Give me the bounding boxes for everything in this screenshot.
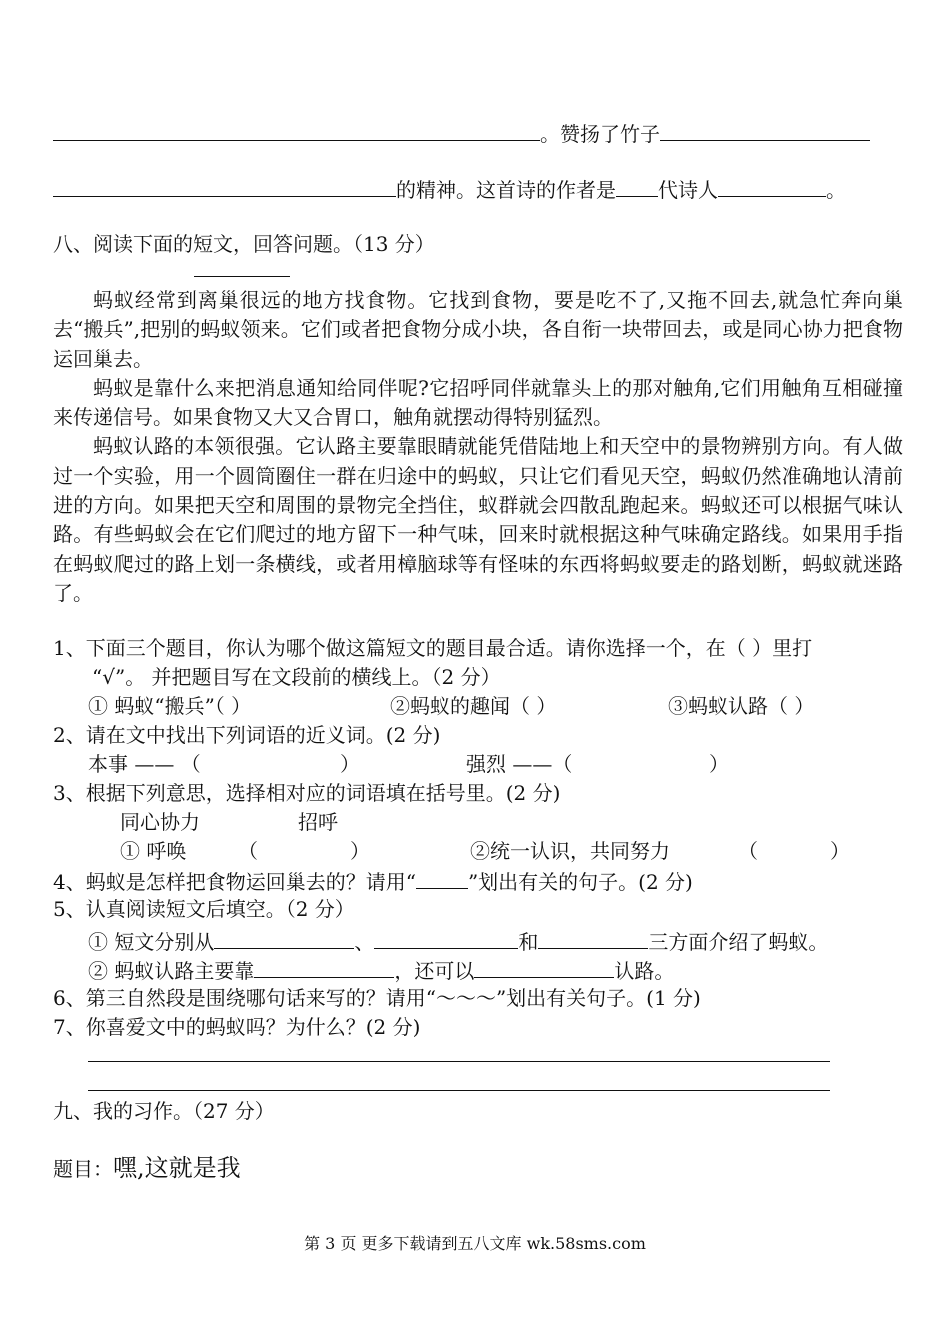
question-2-close-1: ）	[340, 752, 360, 776]
top-line-2-text2: 代诗人	[658, 178, 718, 202]
question-1-line-1: 1、下面三个题目，你认为哪个做这篇短文的题目最合适。请你选择一个，在（ ）里打	[53, 636, 813, 660]
question-3-word-1: 同心协力	[120, 810, 200, 834]
blank-line[interactable]	[616, 174, 658, 197]
blank-line[interactable]	[214, 926, 354, 949]
question-5-2-text-c: 认路。	[614, 959, 675, 983]
question-1-option-1[interactable]: ① 蚂蚁“搬兵”（ ）	[88, 694, 252, 718]
question-2: 2、请在文中找出下列词语的近义词。(2 分)	[53, 723, 441, 747]
blank-line[interactable]	[53, 174, 396, 197]
passage-paragraph-2: 蚂蚁是靠什么来把消息通知给同伴呢?它招呼同伴就靠头上的那对触角,它们用触角互相碰撞来传递信号。如果食物又大又合胃口，触角就摆动得特别猛烈。	[53, 375, 903, 430]
blank-line[interactable]	[660, 118, 870, 141]
blank-line[interactable]	[53, 118, 540, 141]
question-2-word-1: 本事 —— （	[88, 752, 201, 776]
question-4	[53, 866, 693, 896]
question-5-part-2	[88, 955, 674, 985]
question-1-line-2: “√”。 并把题目写在文段前的横线上。（2 分）	[92, 665, 501, 689]
essay-title-text: 嘿,这就是我	[113, 1154, 241, 1182]
essay-title-label: 题目：	[53, 1157, 113, 1181]
top-line-1-text: 。赞扬了竹子	[540, 122, 660, 146]
question-2-word-2: 强烈 ——（	[466, 752, 573, 776]
question-6: 6、第三自然段是围绕哪句话来写的？请用“～～～”划出有关句子。(1 分)	[53, 986, 701, 1010]
question-1-option-3[interactable]: ③蚂蚁认路（ ）	[668, 694, 815, 718]
answer-line-1[interactable]	[88, 1061, 830, 1062]
blank-line[interactable]	[374, 926, 518, 949]
blank-line[interactable]	[718, 174, 826, 197]
question-5-1-text-a: ① 短文分别从	[88, 930, 215, 954]
page-footer: 第 3 页 更多下载请到五八文库 wk.58sms.com	[304, 1234, 646, 1253]
underline-sample	[416, 866, 468, 889]
question-3: 3、根据下列意思，选择相对应的词语填在括号里。(2 分)	[53, 781, 561, 805]
question-1-option-2[interactable]: ②蚂蚁的趣闻（ ）	[390, 694, 557, 718]
question-3-meaning-1: ① 呼唤	[120, 839, 187, 863]
passage-paragraph-1: 蚂蚁经常到离巢很远的地方找食物。它找到食物，要是吃不了,又拖不回去,就急忙奔向巢去“搬兵”,把别的蚂蚁领来。它们或者把食物分成小块，各自衔一块带回去，或是同心协力把食物运回巢去。	[53, 288, 903, 371]
question-3-word-2: 招呼	[298, 810, 338, 834]
question-5-1-text-b: 、	[354, 930, 375, 954]
question-3-meaning-2-close: ）	[830, 839, 850, 863]
title-blank-line[interactable]	[194, 276, 290, 277]
reading-passage	[53, 286, 903, 608]
question-3-meaning-2: ②统一认识，共同努力	[470, 839, 670, 863]
question-3-meaning-1-open: （	[238, 839, 258, 863]
essay-title	[53, 1154, 241, 1183]
question-3-meaning-1-close: ）	[350, 839, 370, 863]
question-5-2-text-b: ，还可以	[394, 959, 475, 983]
question-7: 7、你喜爱文中的蚂蚁吗？为什么？(2 分)	[53, 1015, 421, 1039]
question-4-text-b: ”划出有关的句子。(2 分)	[467, 870, 693, 894]
question-5: 5、认真阅读短文后填空。（2 分）	[53, 897, 355, 921]
answer-line-2[interactable]	[88, 1090, 830, 1091]
passage-paragraph-3: 蚂蚁认路的本领很强。它认路主要靠眼睛就能凭借陆地上和天空中的景物辨别方向。有人做过一个实验，用一个圆筒圈住一群在归途中的蚂蚁，只让它们看见天空，蚂蚁仍然准确地认清前进的方向。如果把天空和周围的景物完全挡住，蚁群就会四散乱跑起来。蚂蚁还可以根据气味认路。有些蚂蚁会在它们爬过的地方留下一种气味，回来时就根据这种气味确定路线。如果用手指在蚂蚁爬过的路上划一条横线，或者用樟脑球等有怪味的东西将蚂蚁要走的路划断，蚂蚁就迷路了。	[53, 434, 903, 605]
section-9-heading: 九、我的习作。（27 分）	[53, 1099, 275, 1123]
top-line-1	[53, 118, 870, 148]
blank-line[interactable]	[538, 926, 648, 949]
question-3-meaning-2-open: （	[738, 839, 758, 863]
question-5-1-text-d: 三方面介绍了蚂蚁。	[648, 930, 829, 954]
question-4-text-a: 4、蚂蚁是怎样把食物运回巢去的？请用“	[53, 870, 416, 894]
section-8-heading: 八、阅读下面的短文，回答问题。（13 分）	[53, 232, 435, 256]
top-line-2	[53, 174, 846, 204]
question-5-2-text-a: ② 蚂蚁认路主要靠	[88, 959, 255, 983]
top-line-2-text1: 的精神。这首诗的作者是	[396, 178, 616, 202]
blank-line[interactable]	[254, 955, 394, 978]
question-2-close-2: ）	[709, 752, 729, 776]
question-5-1-text-c: 和	[518, 930, 539, 954]
blank-line[interactable]	[474, 955, 614, 978]
top-line-2-end: 。	[826, 178, 846, 202]
question-5-part-1	[88, 926, 828, 956]
